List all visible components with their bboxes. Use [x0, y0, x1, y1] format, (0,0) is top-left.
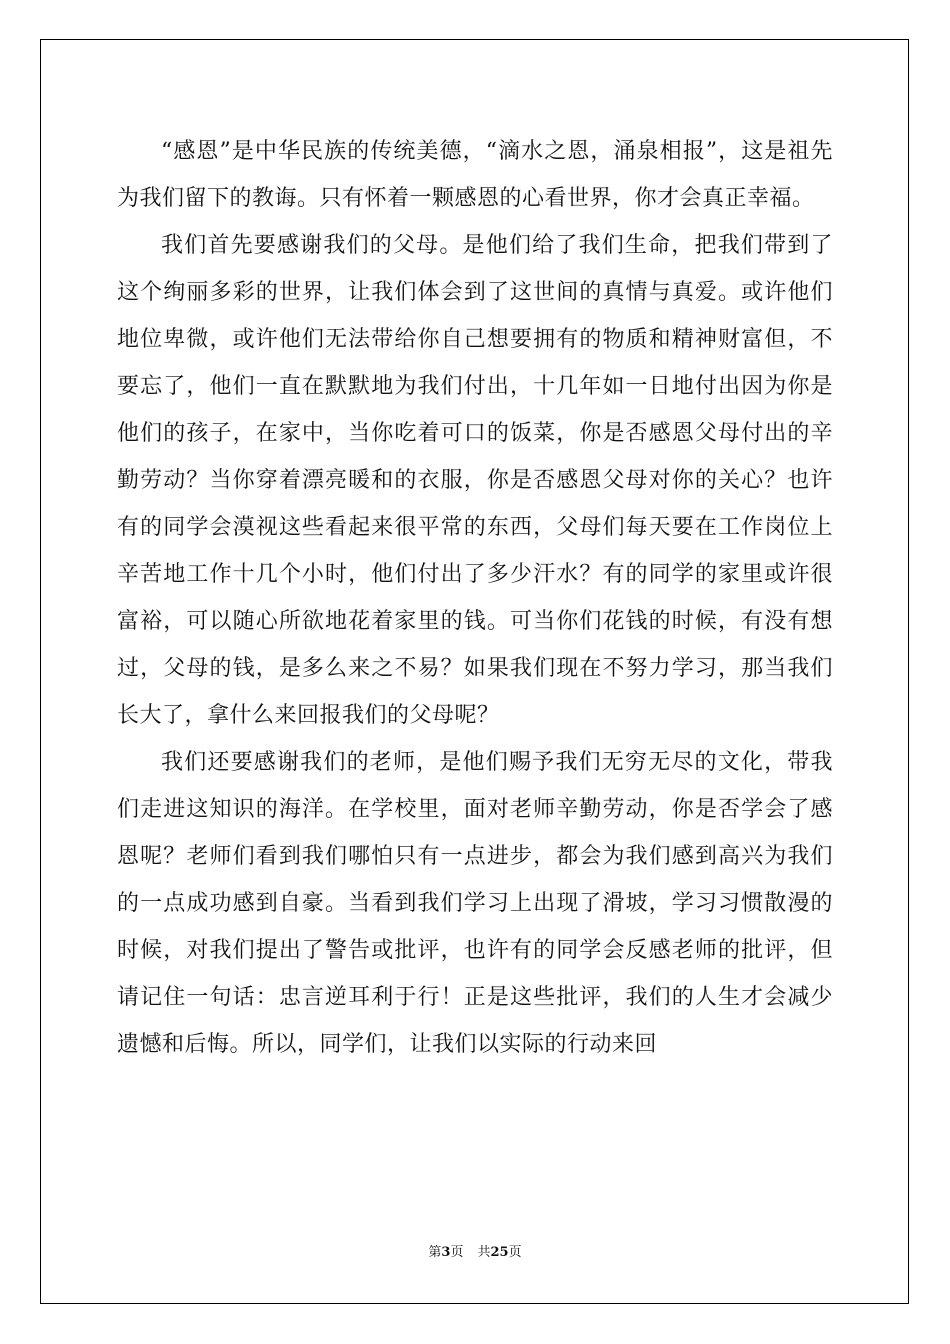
total-pages: 25: [490, 1245, 509, 1260]
total-prefix: 共: [477, 1245, 491, 1260]
page-number: 3: [441, 1245, 451, 1260]
page-footer: [0, 1241, 950, 1260]
paragraph-2: 我们首先要感谢我们的父母。是他们给了我们生命，把我们带到了这个绚丽多彩的世界，让我们体会到了这世间的真情与真爱。或许他们地位卑微，或许他们无法带给你自己想要拥有的物质和精神财富但，不要忘了，他们一直在默默地为我们付出，十几年如一日地付出因为你是他们的孩子，在家中，当你吃着可口的饭菜，你是否感恩父母付出的辛勤劳动？当你穿着漂亮暖和的衣服，你是否感恩父母对你的关心？也许有的同学会漠视这些看起来很平常的东西，父母们每天要在工作岗位上辛苦地工作十几个小时，他们付出了多少汗水？有的同学的家里或许很富裕，可以随心所欲地花着家里的钱。可当你们花钱的时候，有没有想过，父母的钱，是多么来之不易？如果我们现在不努力学习，那当我们长大了，拿什么来回报我们的父母呢？: [117, 233, 833, 728]
page-suffix: 页: [450, 1245, 464, 1260]
page-prefix: 第: [428, 1245, 442, 1260]
total-suffix: 页: [508, 1245, 522, 1260]
paragraph-1: “感恩”是中华民族的传统美德，“滴水之恩，涌泉相报”，这是祖先为我们留下的教诲。只有怀着一颗感恩的心看世界，你才会真正幸福。: [117, 139, 833, 211]
document-body: [117, 128, 833, 1068]
paragraph-3: 我们还要感谢我们的老师，是他们赐予我们无穷无尽的文化，带我们走进这知识的海洋。在学校里，面对老师辛勤劳动，你是否学会了感恩呢？老师们看到我们哪怕只有一点进步，都会为我们感到高兴为我们的一点成功感到自豪。当看到我们学习上出现了滑坡，学习习惯散漫的时候，对我们提出了警告或批评，也许有的同学会反感老师的批评，但请记住一句话：忠言逆耳利于行！正是这些批评，我们的人生才会减少遗憾和后悔。所以，同学们，让我们以实际的行动来回: [117, 750, 833, 1057]
